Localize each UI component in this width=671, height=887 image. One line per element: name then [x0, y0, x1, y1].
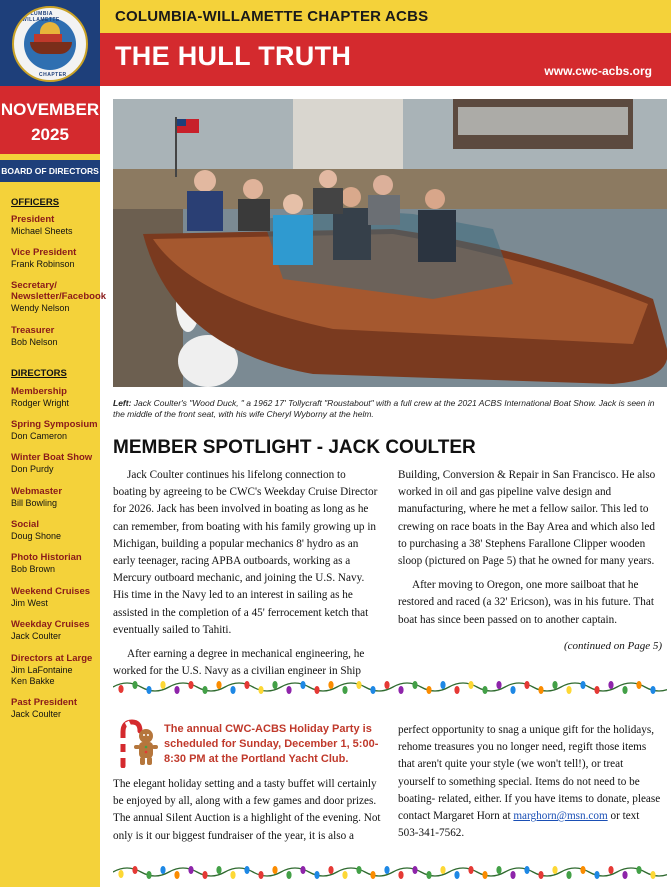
person-1 [194, 170, 216, 192]
person-6-body [418, 210, 456, 262]
issue-month: NOVEMBER [0, 100, 100, 119]
person-4-body [333, 208, 371, 260]
person-2 [243, 179, 263, 199]
name-weekend-cruises: Jim West [11, 598, 48, 608]
holiday-lights-divider [113, 677, 667, 699]
role-weekday-cruises: Weekday Cruises [11, 619, 90, 630]
party-text: perfect opportunity to snag a unique gift for the holidays, rehome treasures you no longer need, regift those items that aren't quite your style (we won't tell!), or treat yourself to something special. Items do not need to be boating- related, either. If you have items to donate, please contact Margaret Horn at [398, 724, 661, 823]
gingerbread-candycane-icon [113, 718, 161, 768]
name-photo-historian: Bob Brown [11, 564, 56, 574]
spotlight-column-2 [398, 467, 662, 636]
board-label: BOARD OF DIRECTORS [1, 166, 99, 176]
person-3-body [273, 215, 313, 265]
role-treasurer: Treasurer [11, 325, 55, 336]
officers-heading: OFFICERS [11, 197, 60, 208]
party-text-end: or text 503-341-7562. [398, 810, 640, 840]
logo-boat-icon [30, 42, 72, 54]
name-weekday-cruises: Jack Coulter [11, 631, 62, 641]
contact-email-link[interactable]: marghorn@msn.com [513, 810, 608, 823]
directors-heading: DIRECTORS [11, 368, 67, 379]
person-3 [283, 194, 303, 214]
spotlight-title: MEMBER SPOTLIGHT - JACK COULTER [113, 437, 476, 458]
newsletter-title: THE HULL TRUTH [115, 41, 352, 71]
person-5 [373, 175, 393, 195]
logo-text-bottom: CHAPTER [39, 72, 67, 78]
role-photo-historian: Photo Historian [11, 552, 82, 563]
chapter-logo [12, 6, 88, 82]
name-treasurer: Bob Nelson [11, 337, 58, 347]
logo-panel [0, 0, 100, 86]
name-winter-boat-show: Don Purdy [11, 464, 54, 474]
person-6 [425, 189, 445, 209]
role-secretary: Secretary/ [11, 280, 57, 291]
name-spring-symposium: Don Cameron [11, 431, 68, 441]
name-vice-president: Frank Robinson [11, 259, 75, 269]
spotlight-paragraph: Jack Coulter continues his lifelong connection to boating by agreeing to be CWC's Weekday Cruise Director for 2026. Jack has been involved in boating as long as he can remember, from boating with his family growing up in Michigan, building a popular mechanics 8' hydro as an early teenager, racing APBA outboards, working as a Mercury outboard mechanic, and joining the U.S. Navy. His time in the Navy led to an interest in sailing as he assisted in the completion of a 45' ferrocement ketch that eventually sailed to Tahiti. [113, 469, 378, 636]
person-2-body [238, 199, 270, 231]
role-vice-president: Vice President [11, 247, 77, 258]
role-membership: Membership [11, 386, 67, 397]
party-column-2 [398, 722, 662, 842]
name-membership: Rodger Wright [11, 398, 69, 408]
role-webmaster: Webmaster [11, 486, 63, 497]
role-directors-at-large: Directors at Large [11, 653, 93, 664]
name-webmaster: Bill Bowling [11, 498, 58, 508]
us-flag-canton [177, 119, 186, 126]
caption-text: Jack Coulter's "Wood Duck, " a 1962 17' Tollycraft "Roustabout" with a full crew at the 2021 ACBS International Boat Show. Jack is seen in the middle of the front seat, with his wife Cheryl Wyborny at the helm. [113, 398, 655, 419]
continued-note: (continued on Page 5) [563, 640, 662, 652]
issue-year: 2025 [31, 125, 69, 144]
party-column-1: The elegant holiday setting and a tasty buffet will certainly be enjoyed by all, along with a few games and door prizes. The annual Silent Auction is a highlight of the evening. Not only is it our biggest fundraiser of the year, it is also a [113, 778, 381, 842]
name-secretary: Wendy Nelson [11, 303, 70, 313]
person-7-body [313, 188, 343, 214]
name-director-at-large-2: Ken Bakke [11, 676, 55, 686]
holiday-lights-divider-bottom [113, 862, 667, 884]
role-secretary-2: Newsletter/Facebook [11, 291, 107, 302]
person-4 [341, 187, 361, 207]
pontoon-rail [458, 107, 628, 135]
role-president: President [11, 214, 55, 225]
party-headline: The annual CWC-ACBS Holiday Party is scheduled for Sunday, December 1, 5:00-8:30 PM at the Portland Yacht Club. [164, 723, 379, 765]
caption-lead: Left: [113, 398, 132, 408]
person-5-body [368, 195, 400, 225]
role-spring-symposium: Spring Symposium [11, 419, 98, 430]
spotlight-paragraph: Building, Conversion & Repair in San Francisco. He also worked in oil and gas pipeline valve design and manufacturing, where he met a fellow sailor. This led to crewing on race boats in the Bay Area and which also led to purchasing a 38' Stephens Farallone Clipper wooden sloop (pictured on Page 5) that he owned for many years. [398, 469, 656, 568]
role-past-president: Past President [11, 697, 77, 708]
role-weekend-cruises: Weekend Cruises [11, 586, 91, 597]
spotlight-paragraph: After earning a degree in mechanical engineering, he worked for the U.S. Navy as a civilian engineer in Ship [113, 648, 365, 678]
website-link[interactable]: www.cwc-acbs.org [544, 64, 652, 78]
person-7 [319, 170, 337, 188]
spotlight-column-1 [113, 467, 381, 687]
spotlight-paragraph: After moving to Oregon, one more sailboat that he restored and raced (a 32' Ericson), was in his future. That boat has since been passed on to another captain. [398, 579, 654, 626]
name-social: Doug Shone [11, 531, 62, 541]
flag-pole [175, 117, 177, 177]
logo-text-top: COLUMBIA WILLAMETTE [22, 11, 60, 23]
role-social: Social [11, 519, 39, 530]
name-past-president: Jack Coulter [11, 709, 62, 719]
photo-caption [113, 398, 667, 420]
name-director-at-large-1: Jim LaFontaine [11, 665, 73, 675]
chapter-name: COLUMBIA-WILLAMETTE CHAPTER ACBS [115, 8, 429, 25]
name-president: Michael Sheets [11, 226, 73, 236]
role-winter-boat-show: Winter Boat Show [11, 452, 93, 463]
person-1-body [187, 191, 223, 231]
boat-photo-illustration [113, 99, 667, 387]
boat-photo [113, 99, 667, 387]
